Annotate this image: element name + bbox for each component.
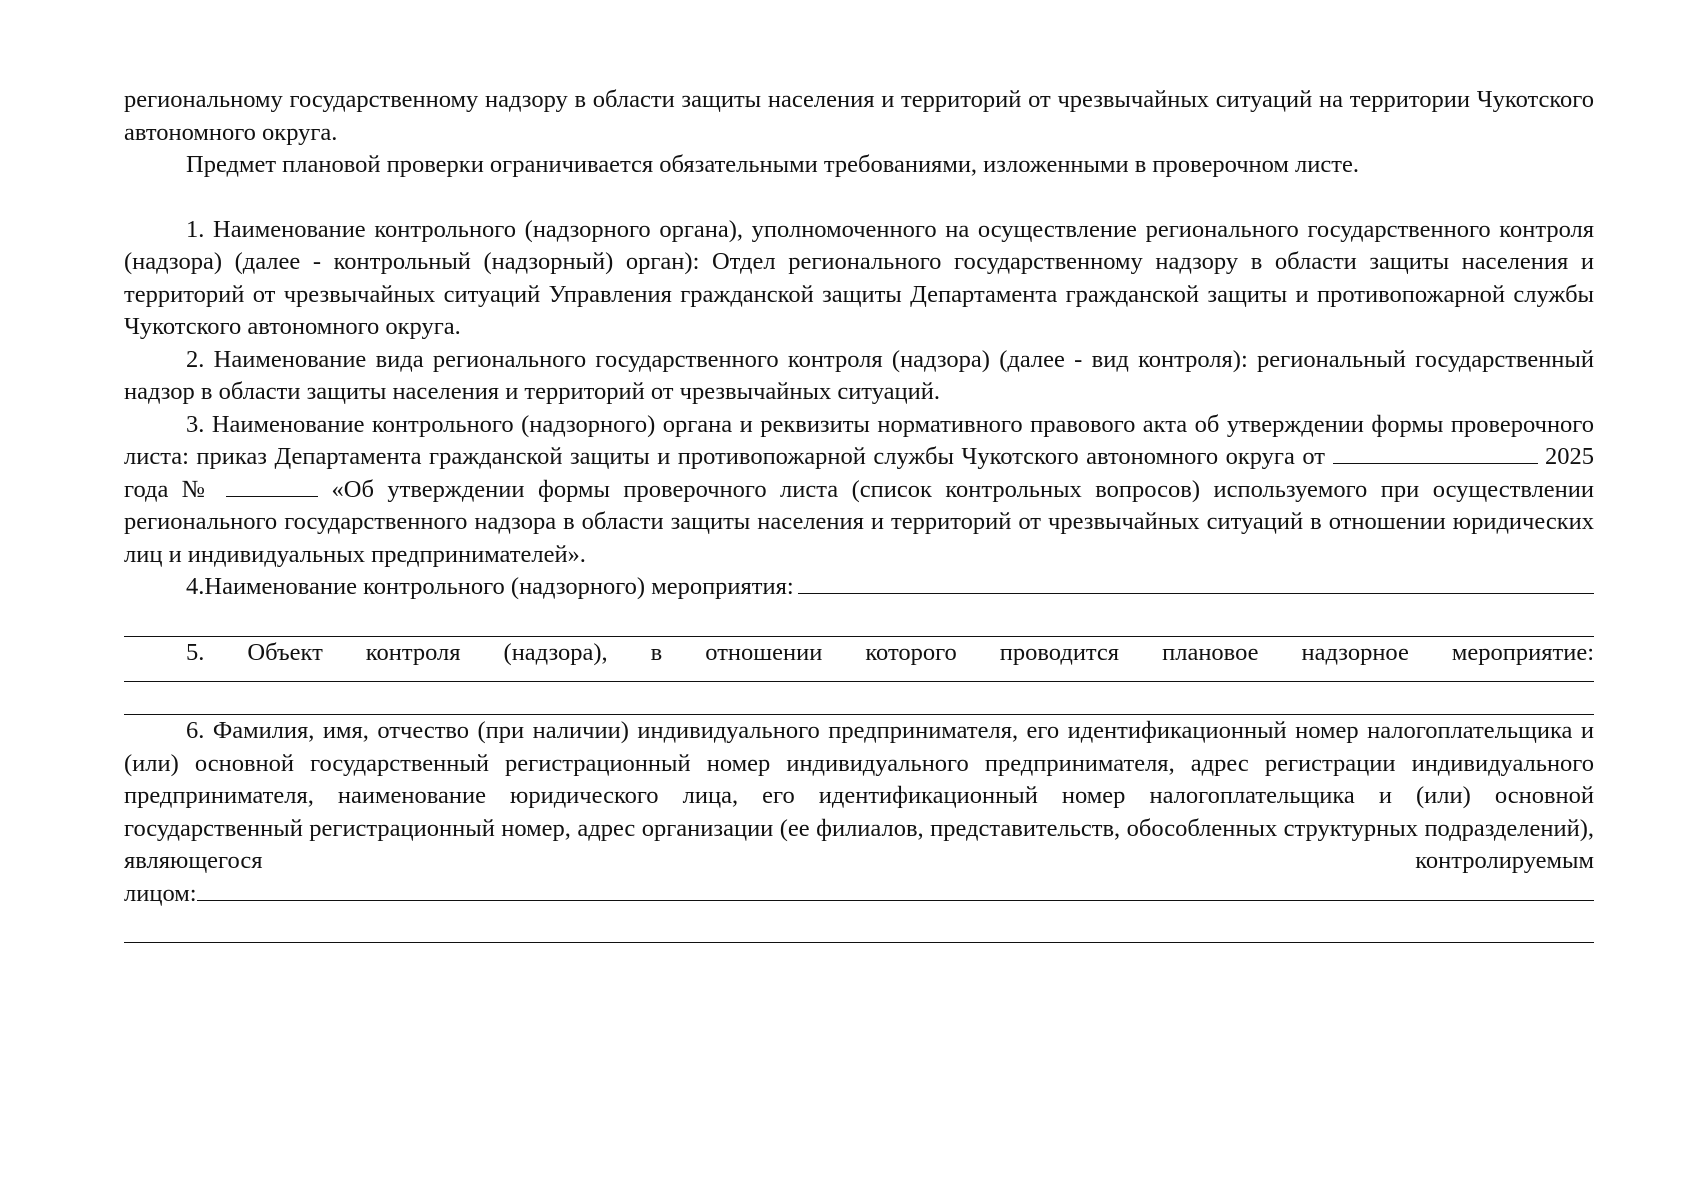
order-number-blank[interactable] (226, 474, 318, 497)
item-3 (124, 409, 1594, 572)
item-3-text-b: «Об утверждении формы проверочного листа (список контрольных вопросов) используемого при осуществлении регионального государственного надзора в области защиты населения и территорий от чрезвычайных ситуаций в отношении юридических лиц и индивидуальных предпринимателей». (124, 475, 1595, 568)
controlled-person-blank-line-2[interactable] (124, 910, 1594, 943)
item-2: 2. Наименование вида регионального государственного контроля (надзора) (далее - вид контроля): региональный государственный надзор в области защиты населения и территорий от чрезвычайных ситуаций. (124, 345, 1594, 405)
item-6-end (124, 878, 1594, 911)
item-4-label: 4.Наименование контрольного (надзорного) мероприятия: (186, 573, 794, 600)
item-6: 6. Фамилия, имя, отчество (при наличии) индивидуального предпринимателя, его идентификационный номер налогоплательщика и (или) основной государственный регистрационный номер индивидуального предпринимателя, адрес регистрации индивидуального предпринимателя, наименование юридического лица, его идентификационный номер налогоплательщика и (или) основной государственный регистрационный номер, адрес организации (ее филиалов, представительств, обособленных структурных подразделений), являющегося контролируемым (124, 717, 1594, 874)
spacer (124, 182, 1594, 214)
object-blank-line-1[interactable] (124, 669, 1594, 682)
item-4 (124, 571, 1594, 604)
order-date-blank[interactable] (1333, 441, 1538, 464)
controlled-person-blank[interactable] (197, 878, 1594, 901)
item-3-text-a: 3. Наименование контрольного (надзорного) органа и реквизиты нормативного правового акта об утверждении формы проверочного листа: приказ Департамента гражданской защиты и противопожарной службы Чукотского автономного округа от (124, 410, 1594, 470)
item-3-year: 2025 года № (124, 443, 1595, 503)
item-1: 1. Наименование контрольного (надзорного органа), уполномоченного на осуществление регионального государственного контроля (надзора) (далее - контрольный (надзорный) орган): Отдел регионального государственному надзору в области защиты населения и территорий от чрезвычайных ситуаций Управления гражданской защиты Департамента гражданской защиты и противопожарной службы Чукотского автономного округа. (124, 215, 1594, 340)
event-name-blank[interactable] (798, 571, 1594, 594)
inspection-subject: Предмет плановой проверки ограничивается обязательными требованиями, изложенными в проверочном листе. (186, 151, 1359, 178)
document-page (124, 84, 1594, 943)
item-6-end-label: лицом: (124, 879, 197, 907)
object-blank-line-2[interactable] (124, 682, 1594, 715)
intro-paragraph: региональному государственному надзору в области защиты населения и территорий от чрезвычайных ситуаций на территории Чукотского автономного округа. (124, 86, 1594, 146)
item-5: 5. Объект контроля (надзора), в отношении которого проводится плановое надзорное мероприятие: (186, 638, 1594, 666)
event-name-blank-line-2[interactable] (124, 604, 1594, 637)
